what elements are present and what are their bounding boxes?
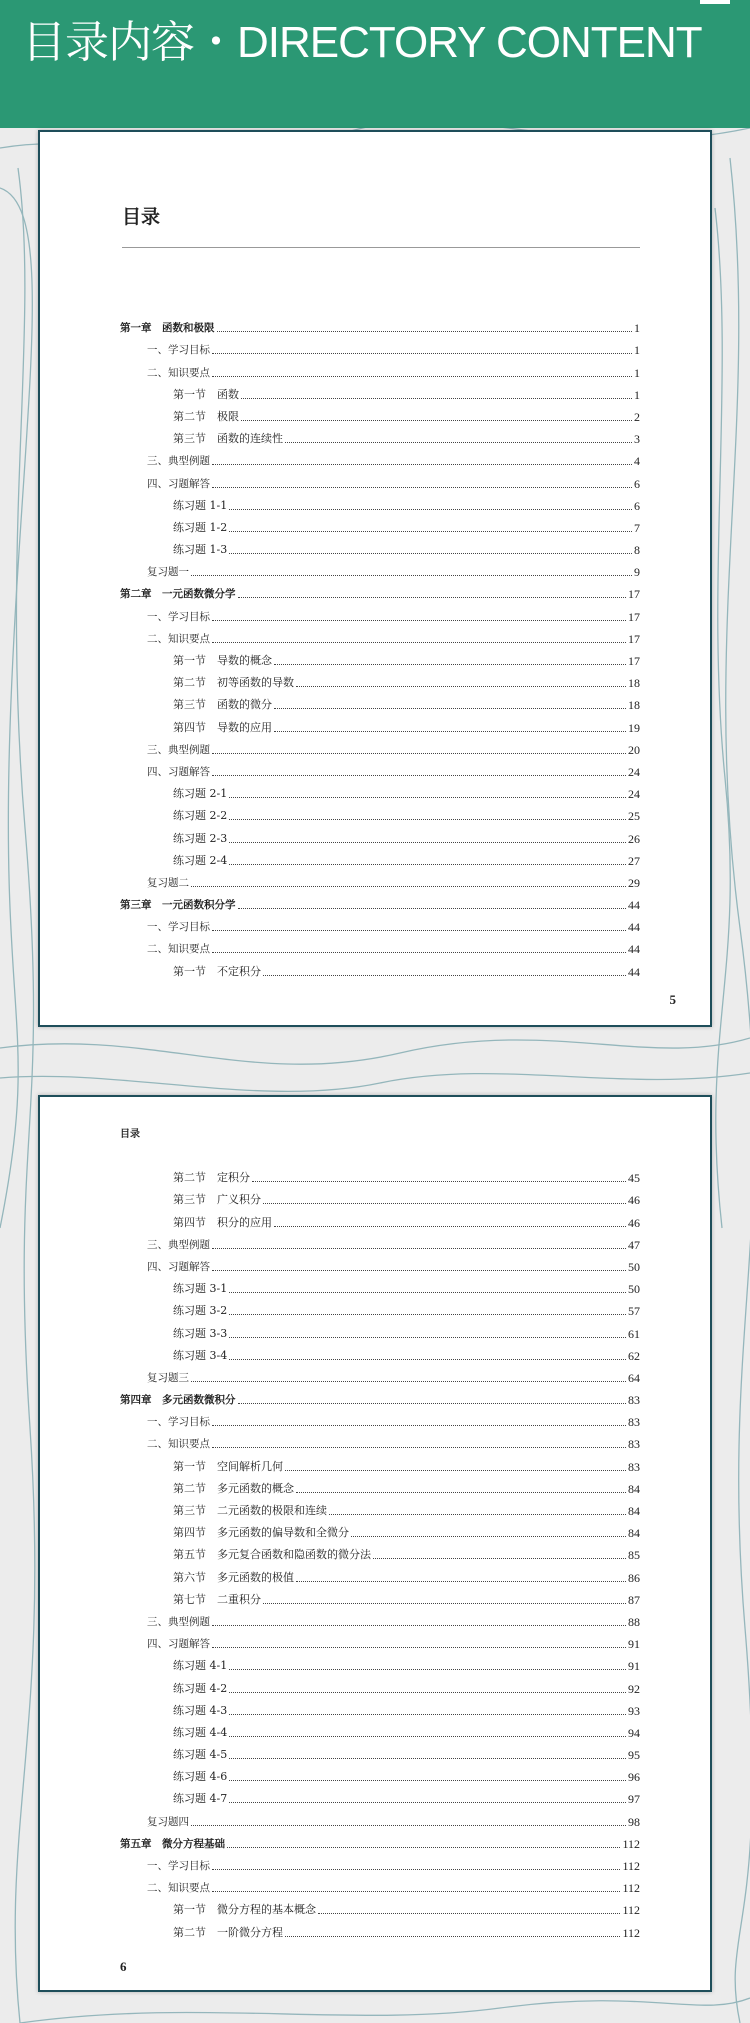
- dot-leader: [241, 398, 632, 399]
- toc-subsection[interactable]: [120, 513, 640, 535]
- toc-entry-label: 第五章 微分方程基础: [120, 1837, 225, 1850]
- dot-leader: [274, 1226, 626, 1227]
- toc-entry-label: 练习题 1-1: [173, 498, 228, 512]
- dot-leader: [212, 1270, 626, 1271]
- dot-leader: [263, 975, 626, 976]
- dot-leader: [296, 1581, 626, 1582]
- toc-entry-page: 29: [628, 875, 640, 890]
- toc-entry-label: 练习题 3-3: [173, 1326, 228, 1340]
- toc-section[interactable]: [120, 557, 640, 579]
- toc-entry-page: 44: [628, 964, 640, 979]
- toc-entry-label: 一、学习目标: [147, 1860, 210, 1872]
- toc-entry-page: 112: [622, 1925, 640, 1940]
- toc-section[interactable]: [120, 1230, 640, 1252]
- toc-subsection[interactable]: [120, 1895, 640, 1917]
- toc-entry-label: 三、典型例题: [147, 1238, 210, 1251]
- toc-entry-page: 6: [634, 498, 640, 513]
- toc-entry-label: 复习题三: [147, 1371, 189, 1384]
- toc-entry-page: 1: [634, 365, 640, 380]
- toc-entry-label: 第一节 微分方程的基本概念: [173, 1903, 316, 1917]
- toc-entry-label: 第三节 二元函数的极限和连续: [173, 1504, 327, 1517]
- toc-entry-page: 1: [634, 387, 640, 402]
- toc-entry-label: 第三节 函数的连续性: [173, 432, 283, 446]
- dot-leader: [212, 1447, 626, 1448]
- dot-leader: [229, 1736, 626, 1737]
- toc-section[interactable]: [120, 757, 640, 779]
- toc-subsection[interactable]: [120, 1207, 640, 1229]
- toc-entry-page: 83: [628, 1393, 640, 1408]
- toc-entry-label: 练习题 3-4: [173, 1348, 228, 1362]
- toc-subsection[interactable]: [120, 535, 640, 557]
- toc-entry-label: 练习题 4-2: [173, 1681, 228, 1695]
- dot-leader: [296, 686, 626, 687]
- toc-entry-page: 112: [622, 1881, 640, 1896]
- toc-subsection[interactable]: [120, 1451, 640, 1473]
- dot-leader: [229, 1802, 626, 1803]
- toc-entry-page: 24: [628, 764, 640, 779]
- page-title: 目录: [122, 206, 161, 228]
- toc-entry-label: 二、知识要点: [147, 943, 210, 956]
- toc-subsection[interactable]: [120, 402, 640, 424]
- dot-leader: [373, 1558, 626, 1559]
- dot-leader: [229, 1780, 626, 1781]
- toc-entry-page: 17: [628, 631, 640, 646]
- toc-subsection[interactable]: [120, 1585, 640, 1607]
- dot-leader: [329, 1514, 626, 1515]
- toc-chapter[interactable]: [120, 1385, 640, 1407]
- dot-leader: [351, 1536, 626, 1537]
- dot-leader: [212, 1625, 626, 1626]
- dot-leader: [241, 420, 632, 421]
- toc-entry-page: 18: [628, 676, 640, 691]
- toc-entry-page: 97: [628, 1792, 640, 1807]
- toc-entry-page: 47: [628, 1237, 640, 1252]
- toc-entry-label: 三、典型例题: [147, 1615, 210, 1628]
- toc-section[interactable]: [120, 1629, 640, 1651]
- toc-entry-label: 四、习题解答: [147, 765, 210, 778]
- toc-subsection[interactable]: [120, 491, 640, 513]
- toc-subsection[interactable]: [120, 1274, 640, 1296]
- toc-entry-page: 18: [628, 698, 640, 713]
- toc-entry-page: 83: [628, 1437, 640, 1452]
- toc-chapter[interactable]: [120, 313, 640, 335]
- dot-leader: [238, 1403, 627, 1404]
- dot-leader: [229, 1669, 626, 1670]
- toc-entry-page: 98: [628, 1814, 640, 1829]
- toc-entry-page: 50: [628, 1259, 640, 1274]
- toc-section[interactable]: [120, 735, 640, 757]
- toc-entry-page: 4: [634, 454, 640, 469]
- toc-entry-page: 17: [628, 654, 640, 668]
- dot-leader: [229, 1337, 626, 1338]
- toc-chapter[interactable]: [120, 579, 640, 601]
- toc-entry-label: 练习题 4-4: [173, 1725, 228, 1739]
- toc-entry-label: 练习题 3-2: [173, 1304, 228, 1318]
- toc-subsection[interactable]: [120, 1318, 640, 1340]
- toc-section[interactable]: [120, 1873, 640, 1895]
- toc-entry-page: 17: [628, 587, 640, 602]
- toc-section[interactable]: [120, 1806, 640, 1828]
- toc-entry-label: 第五节 多元复合函数和隐函数的微分法: [173, 1548, 371, 1562]
- page-number: 6: [120, 1959, 127, 1974]
- toc-entry-page: 24: [628, 787, 640, 802]
- toc-entry-page: 25: [628, 809, 640, 824]
- toc-subsection[interactable]: [120, 956, 640, 978]
- banner-decoration: [700, 0, 730, 4]
- toc-entry-label: 二、知识要点: [147, 1438, 210, 1451]
- toc-entry-page: 92: [628, 1681, 640, 1696]
- toc-chapter[interactable]: [120, 890, 640, 912]
- dot-leader: [229, 1292, 626, 1293]
- dot-leader: [285, 442, 632, 443]
- toc-subsection[interactable]: [120, 1163, 640, 1185]
- dot-leader: [212, 1425, 626, 1426]
- toc-entry-page: 50: [628, 1282, 640, 1297]
- toc-entry-page: 91: [628, 1659, 640, 1674]
- toc-entry-page: 19: [628, 720, 640, 735]
- toc-entry-label: 练习题 4-1: [173, 1659, 228, 1673]
- toc-section[interactable]: [120, 1851, 640, 1873]
- toc-entry-label: 四、习题解答: [147, 477, 210, 490]
- toc-section[interactable]: [120, 601, 640, 623]
- toc-subsection[interactable]: [120, 1696, 640, 1718]
- toc-subsection[interactable]: [120, 668, 640, 690]
- toc-subsection[interactable]: [120, 1651, 640, 1673]
- toc-entry-label: 二、知识要点: [147, 1882, 210, 1895]
- toc-entry-page: 9: [634, 565, 640, 580]
- toc-entry-label: 复习题二: [147, 876, 189, 889]
- toc-subsection[interactable]: [120, 779, 640, 801]
- toc-section[interactable]: [120, 934, 640, 956]
- dot-leader: [212, 620, 626, 621]
- toc-entry-label: 一、学习目标: [147, 921, 210, 934]
- dot-leader: [212, 353, 632, 354]
- toc-entry-page: 44: [628, 898, 640, 913]
- toc-entry-page: 84: [628, 1504, 640, 1518]
- toc-entry-page: 57: [628, 1304, 640, 1319]
- dot-leader: [229, 797, 626, 798]
- dot-leader: [238, 908, 627, 909]
- toc-entry-page: 46: [628, 1193, 640, 1208]
- toc-entry-page: 94: [628, 1725, 640, 1740]
- toc-entry-page: 44: [628, 942, 640, 957]
- toc-entry-label: 第七节 二重积分: [173, 1592, 261, 1606]
- dot-leader: [318, 1913, 620, 1914]
- toc-subsection[interactable]: [120, 424, 640, 446]
- toc-entry-label: 第二章 一元函数微分学: [120, 588, 236, 601]
- toc-section[interactable]: [120, 1407, 640, 1429]
- dot-leader: [238, 597, 627, 598]
- toc-entry-page: 1: [634, 321, 640, 336]
- toc-subsection[interactable]: [120, 1740, 640, 1762]
- toc-entry-page: 86: [628, 1570, 640, 1585]
- toc-entry-label: 第一节 导数的概念: [173, 654, 272, 667]
- toc-entry-label: 第二节 极限: [173, 409, 239, 423]
- dot-leader: [212, 642, 626, 643]
- toc-entry-label: 一、学习目标: [147, 610, 210, 623]
- toc-section[interactable]: [120, 868, 640, 890]
- toc-entry-label: 练习题 4-7: [173, 1792, 228, 1806]
- toc-entry-page: 2: [634, 409, 640, 424]
- toc-entry-page: 46: [628, 1215, 640, 1230]
- toc-subsection[interactable]: [120, 1718, 640, 1740]
- toc-section[interactable]: [120, 1252, 640, 1274]
- toc-entry-page: 64: [628, 1370, 640, 1385]
- dot-leader: [191, 1381, 626, 1382]
- toc-entry-page: 6: [634, 476, 640, 491]
- toc-page-5: [38, 130, 712, 1027]
- toc-subsection[interactable]: [120, 1185, 640, 1207]
- toc-entry-label: 第六节 多元函数的极值: [173, 1570, 294, 1584]
- dot-leader: [229, 842, 626, 843]
- dot-leader: [217, 331, 633, 332]
- dot-leader: [229, 1758, 626, 1759]
- dot-leader: [285, 1936, 620, 1937]
- dot-leader: [229, 509, 632, 510]
- dot-leader: [229, 531, 632, 532]
- toc-entry-label: 第四章 多元函数微积分: [120, 1394, 236, 1407]
- toc-section[interactable]: [120, 1607, 640, 1629]
- toc-entry-page: 84: [628, 1481, 640, 1496]
- toc-subsection[interactable]: [120, 1673, 640, 1695]
- toc-entry-page: 26: [628, 831, 640, 846]
- dot-leader: [191, 575, 632, 576]
- toc-entry-label: 练习题 2-1: [173, 787, 228, 801]
- toc-entry-page: 112: [622, 1859, 640, 1873]
- toc-entry-label: 第一章 函数和极限: [120, 322, 215, 335]
- toc-entry-page: 84: [628, 1526, 640, 1541]
- dot-leader: [212, 376, 632, 377]
- dot-leader: [229, 1714, 626, 1715]
- toc-section[interactable]: [120, 357, 640, 379]
- toc-entry-page: 83: [628, 1415, 640, 1430]
- toc-subsection[interactable]: [120, 801, 640, 823]
- dot-leader: [229, 819, 626, 820]
- dot-leader: [212, 930, 626, 931]
- toc-entry-label: 练习题 1-3: [173, 543, 228, 557]
- dot-leader: [274, 664, 626, 665]
- toc-entry-label: 二、知识要点: [147, 632, 210, 645]
- toc-entry-label: 复习题四: [147, 1815, 189, 1828]
- dot-leader: [212, 1891, 620, 1892]
- toc-entry-page: 112: [622, 1903, 640, 1918]
- toc-entry-page: 44: [628, 920, 640, 935]
- toc-section[interactable]: [120, 1429, 640, 1451]
- toc-entry-page: 62: [628, 1348, 640, 1363]
- toc-chapter[interactable]: [120, 1829, 640, 1851]
- toc-entry-page: 96: [628, 1770, 640, 1785]
- toc-entry-label: 复习题一: [147, 566, 189, 579]
- dot-leader: [229, 1314, 626, 1315]
- toc-section[interactable]: [120, 624, 640, 646]
- toc-entry-label: 四、习题解答: [147, 1260, 210, 1273]
- toc-section[interactable]: [120, 335, 640, 357]
- toc-entry-label: 第四节 导数的应用: [173, 720, 272, 734]
- toc-subsection[interactable]: [120, 1562, 640, 1584]
- dot-leader: [191, 886, 626, 887]
- toc-entry-label: 第四节 多元函数的偏导数和全微分: [173, 1526, 349, 1540]
- toc-subsection[interactable]: [120, 1296, 640, 1318]
- toc-entry-page: 45: [628, 1171, 640, 1186]
- toc-entry-label: 练习题 4-3: [173, 1703, 228, 1717]
- toc-entry-label: 第三节 函数的微分: [173, 698, 272, 712]
- toc-subsection[interactable]: [120, 846, 640, 868]
- toc-entry-page: 20: [628, 742, 640, 757]
- toc-entry-label: 练习题 2-3: [173, 831, 228, 845]
- title-divider: [122, 247, 640, 248]
- toc-entry-label: 第一节 函数: [173, 387, 239, 401]
- toc-entry-label: 一、学习目标: [147, 344, 210, 357]
- dot-leader: [212, 487, 632, 488]
- toc-entry-page: 27: [628, 853, 640, 868]
- toc-entry-label: 三、典型例题: [147, 455, 210, 468]
- toc-entry-label: 练习题 4-5: [173, 1748, 228, 1762]
- toc-entry-page: 8: [634, 543, 640, 558]
- page-number: 5: [669, 992, 676, 1007]
- running-head: 目录: [120, 1129, 140, 1140]
- toc-entry-page: 91: [628, 1637, 640, 1652]
- dot-leader: [274, 731, 626, 732]
- toc-entry-label: 练习题 4-6: [173, 1770, 228, 1784]
- toc-entry-label: 练习题 3-1: [173, 1282, 228, 1296]
- toc-subsection[interactable]: [120, 690, 640, 712]
- toc-list: [120, 1163, 640, 1940]
- toc-subsection[interactable]: [120, 1540, 640, 1562]
- toc-entry-page: 17: [628, 609, 640, 624]
- dot-leader: [212, 1869, 620, 1870]
- toc-subsection[interactable]: [120, 1496, 640, 1518]
- dot-leader: [263, 1603, 626, 1604]
- dot-leader: [252, 1181, 626, 1182]
- toc-entry-page: 95: [628, 1748, 640, 1763]
- dot-leader: [263, 1203, 626, 1204]
- toc-entry-label: 一、学习目标: [147, 1416, 210, 1429]
- toc-entry-label: 第三节 广义积分: [173, 1193, 261, 1207]
- toc-section[interactable]: [120, 446, 640, 468]
- toc-section[interactable]: [120, 912, 640, 934]
- toc-list: [120, 313, 640, 979]
- toc-entry-page: 112: [622, 1836, 640, 1851]
- toc-entry-label: 三、典型例题: [147, 743, 210, 756]
- dot-leader: [229, 553, 632, 554]
- header-banner: [0, 0, 750, 128]
- toc-entry-page: 87: [628, 1592, 640, 1607]
- toc-entry-label: 第四节 积分的应用: [173, 1215, 272, 1229]
- toc-entry-label: 四、习题解答: [147, 1638, 210, 1651]
- toc-entry-label: 练习题 2-4: [173, 853, 228, 867]
- toc-subsection[interactable]: [120, 823, 640, 845]
- toc-entry-page: 3: [634, 432, 640, 447]
- toc-entry-label: 第二节 多元函数的概念: [173, 1481, 294, 1495]
- toc-entry-label: 第一节 空间解析几何: [173, 1459, 283, 1473]
- toc-entry-page: 61: [628, 1326, 640, 1341]
- toc-entry-label: 第三章 一元函数积分学: [120, 899, 236, 912]
- toc-entry-label: 练习题 2-2: [173, 809, 228, 823]
- dot-leader: [212, 753, 626, 754]
- toc-entry-label: 第二节 初等函数的导数: [173, 676, 294, 690]
- toc-subsection[interactable]: [120, 1784, 640, 1806]
- dot-leader: [227, 1847, 620, 1848]
- toc-page-6: [38, 1095, 712, 1992]
- toc-entry-label: 第二节 一阶微分方程: [173, 1925, 283, 1939]
- toc-subsection[interactable]: [120, 646, 640, 668]
- dot-leader: [212, 1647, 626, 1648]
- toc-entry-label: 第二节 定积分: [173, 1171, 250, 1185]
- toc-subsection[interactable]: [120, 1518, 640, 1540]
- dot-leader: [274, 708, 626, 709]
- toc-section[interactable]: [120, 468, 640, 490]
- toc-entry-page: 93: [628, 1703, 640, 1718]
- dot-leader: [212, 464, 632, 465]
- dot-leader: [212, 1248, 626, 1249]
- toc-entry-label: 二、知识要点: [147, 366, 210, 379]
- dot-leader: [229, 864, 626, 865]
- toc-subsection[interactable]: [120, 1762, 640, 1784]
- toc-subsection[interactable]: [120, 1341, 640, 1363]
- toc-subsection[interactable]: [120, 1917, 640, 1939]
- toc-entry-page: 7: [634, 520, 640, 535]
- toc-entry-page: 88: [628, 1614, 640, 1629]
- toc-entry-label: 练习题 1-2: [173, 520, 228, 534]
- dot-leader: [229, 1359, 626, 1360]
- dot-leader: [212, 775, 626, 776]
- toc-section[interactable]: [120, 1363, 640, 1385]
- toc-subsection[interactable]: [120, 1474, 640, 1496]
- dot-leader: [285, 1470, 626, 1471]
- toc-entry-label: 第一节 不定积分: [173, 964, 261, 978]
- dot-leader: [212, 952, 626, 953]
- toc-entry-page: 83: [628, 1459, 640, 1474]
- banner-title: 目录内容・DIRECTORY CONTENT: [22, 18, 702, 67]
- toc-subsection[interactable]: [120, 380, 640, 402]
- dot-leader: [296, 1492, 626, 1493]
- toc-entry-page: 1: [634, 343, 640, 358]
- toc-subsection[interactable]: [120, 712, 640, 734]
- dot-leader: [229, 1692, 626, 1693]
- toc-entry-page: 85: [628, 1548, 640, 1563]
- dot-leader: [191, 1825, 626, 1826]
